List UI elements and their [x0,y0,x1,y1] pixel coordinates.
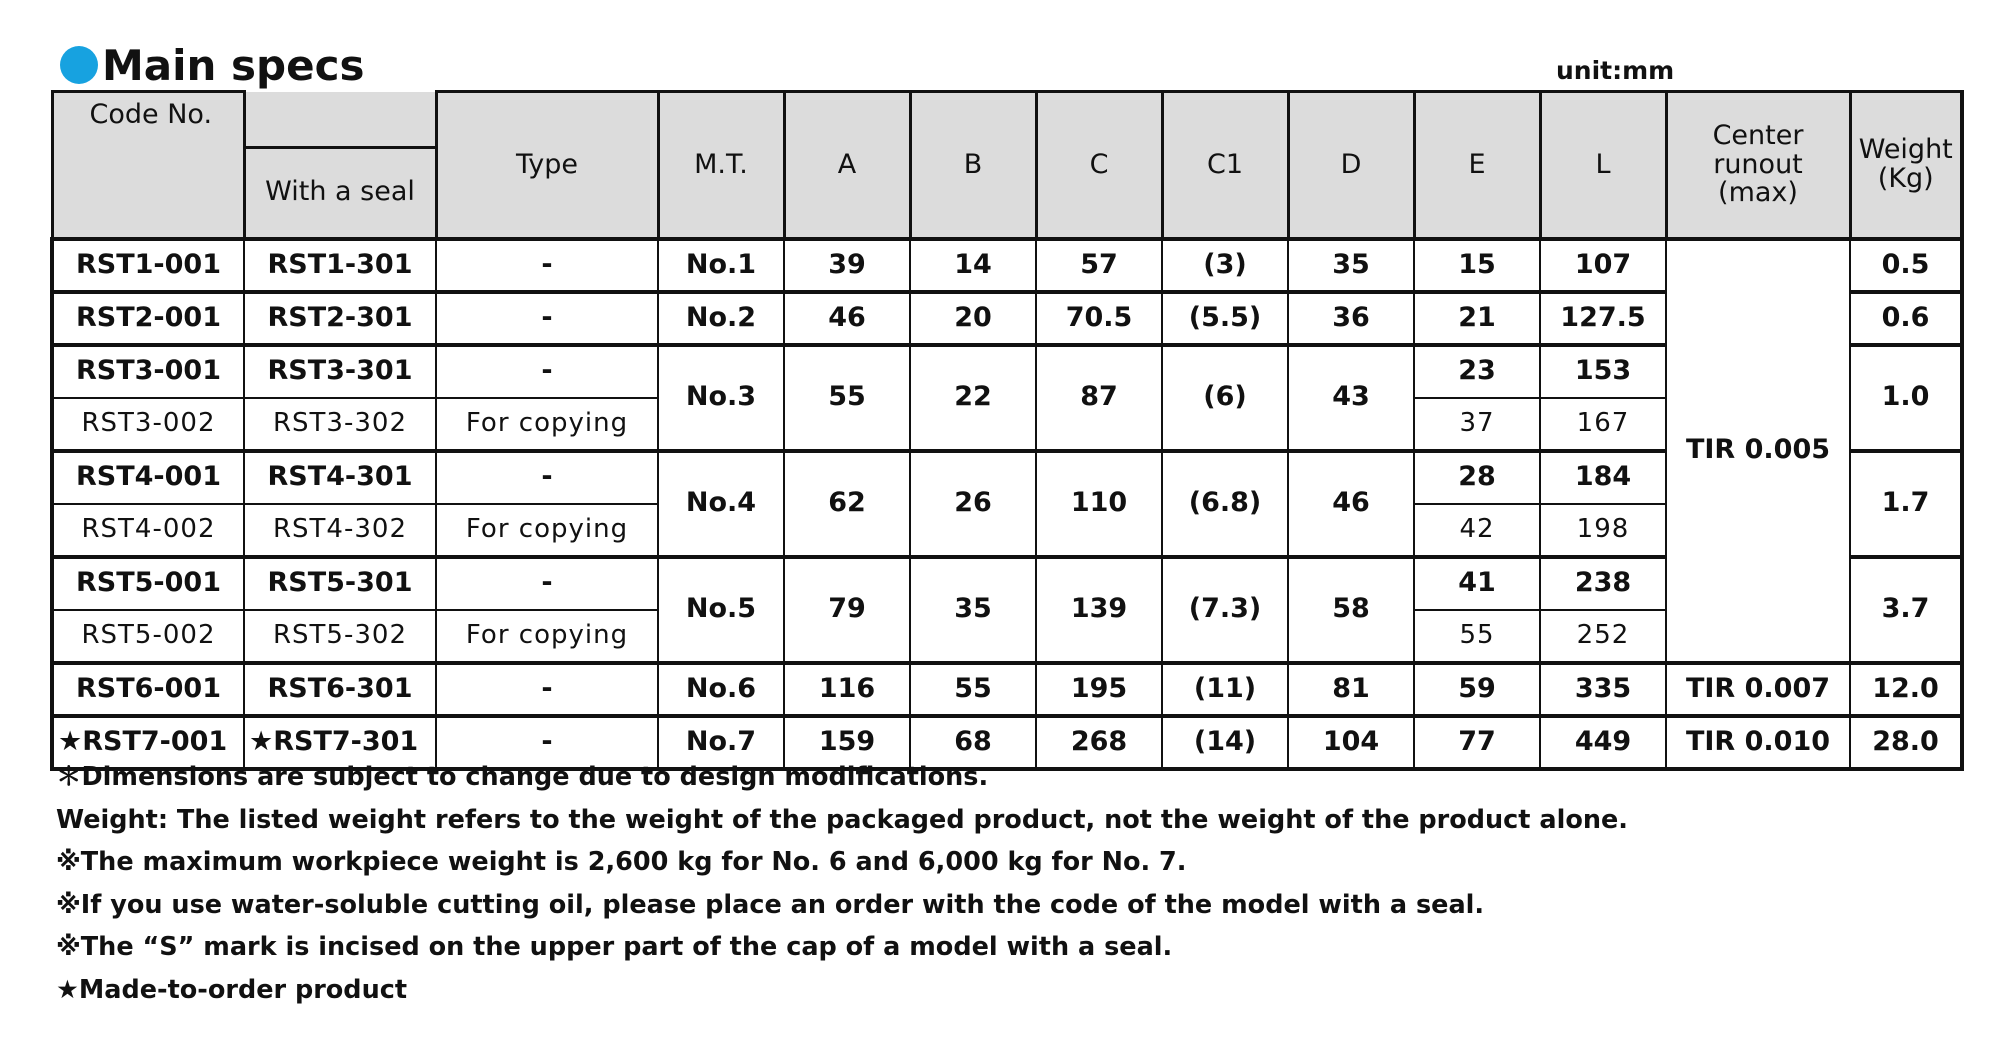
c-cell: 195 [1036,663,1162,716]
e-cell: 55 [1414,610,1540,663]
header-with-seal: With a seal [244,147,436,239]
l-cell: 184 [1540,451,1666,504]
runout-cell: TIR 0.005 [1666,239,1850,663]
l-cell: 238 [1540,557,1666,610]
mt-cell: No.3 [658,345,784,451]
code-cell: RST4-002 [52,504,244,557]
l-cell: 252 [1540,610,1666,663]
a-cell: 55 [784,345,910,451]
d-cell: 46 [1288,451,1414,557]
c1-cell: (6) [1162,345,1288,451]
mt-cell: No.1 [658,239,784,292]
code-cell: RST3-002 [52,398,244,451]
code-cell: RST6-001 [52,663,244,716]
c-cell: 87 [1036,345,1162,451]
l-cell: 449 [1540,716,1666,769]
c-cell: 268 [1036,716,1162,769]
a-cell: 62 [784,451,910,557]
header-c: C [1036,92,1162,239]
header-b: B [910,92,1036,239]
d-cell: 58 [1288,557,1414,663]
section-heading [60,40,365,90]
c1-cell: (3) [1162,239,1288,292]
weight-cell: 3.7 [1850,557,1962,663]
type-cell: - [436,345,658,398]
type-cell: - [436,716,658,769]
mt-cell: No.4 [658,451,784,557]
bullet-dot-icon [60,46,98,84]
type-cell: For copying [436,398,658,451]
code-cell: ★RST7-001 [52,716,244,769]
header-a: A [784,92,910,239]
header-type: Type [436,92,658,239]
mt-cell: No.6 [658,663,784,716]
weight-cell: 0.6 [1850,292,1962,345]
c1-cell: (5.5) [1162,292,1288,345]
weight-cell: 0.5 [1850,239,1962,292]
code-cell: RST3-001 [52,345,244,398]
seal-code-cell: RST2-301 [244,292,436,345]
mt-cell: No.5 [658,557,784,663]
c-cell: 57 [1036,239,1162,292]
a-cell: 116 [784,663,910,716]
code-cell: RST4-001 [52,451,244,504]
l-cell: 335 [1540,663,1666,716]
mt-cell: No.2 [658,292,784,345]
seal-code-cell: RST3-302 [244,398,436,451]
code-cell: RST2-001 [52,292,244,345]
type-cell: - [436,239,658,292]
seal-code-cell: RST6-301 [244,663,436,716]
c-cell: 139 [1036,557,1162,663]
footnote: ※The “S” mark is incised on the upper part of the cap of a model with a seal. [56,932,1173,962]
header-mt: M.T. [658,92,784,239]
seal-code-cell: RST4-302 [244,504,436,557]
c1-cell: (14) [1162,716,1288,769]
c-cell: 70.5 [1036,292,1162,345]
b-cell: 14 [910,239,1036,292]
specs-table [50,90,1964,771]
d-cell: 104 [1288,716,1414,769]
mt-cell: No.7 [658,716,784,769]
d-cell: 43 [1288,345,1414,451]
code-cell: RST1-001 [52,239,244,292]
e-cell: 42 [1414,504,1540,557]
c-cell: 110 [1036,451,1162,557]
e-cell: 59 [1414,663,1540,716]
header-code-no: Code No. [52,92,244,148]
footnote: ＊Dimensions are subject to change due to design modifications. [56,762,989,792]
e-cell: 15 [1414,239,1540,292]
b-cell: 22 [910,345,1036,451]
type-cell: - [436,557,658,610]
weight-cell: 28.0 [1850,716,1962,769]
page-title: Main specs [102,40,365,90]
l-cell: 107 [1540,239,1666,292]
seal-code-cell: RST3-301 [244,345,436,398]
table-row [52,239,1962,292]
footnote: ※The maximum workpiece weight is 2,600 kg for No. 6 and 6,000 kg for No. 7. [56,847,1187,877]
runout-cell: TIR 0.007 [1666,663,1850,716]
b-cell: 20 [910,292,1036,345]
header-d: D [1288,92,1414,239]
code-cell: RST5-001 [52,557,244,610]
seal-code-cell: RST1-301 [244,239,436,292]
e-cell: 37 [1414,398,1540,451]
e-cell: 77 [1414,716,1540,769]
c1-cell: (6.8) [1162,451,1288,557]
header-center-runout: Center runout (max) [1666,92,1850,239]
a-cell: 79 [784,557,910,663]
seal-code-cell: ★RST7-301 [244,716,436,769]
header-code-spacer [244,92,436,148]
a-cell: 46 [784,292,910,345]
runout-cell: TIR 0.010 [1666,716,1850,769]
e-cell: 23 [1414,345,1540,398]
header-l: L [1540,92,1666,239]
header-code-blank [52,147,244,239]
seal-code-cell: RST5-301 [244,557,436,610]
footnotes [56,756,1628,1011]
weight-cell: 12.0 [1850,663,1962,716]
table-row [52,663,1962,716]
e-cell: 28 [1414,451,1540,504]
a-cell: 159 [784,716,910,769]
b-cell: 55 [910,663,1036,716]
b-cell: 68 [910,716,1036,769]
l-cell: 198 [1540,504,1666,557]
type-cell: For copying [436,610,658,663]
l-cell: 167 [1540,398,1666,451]
c1-cell: (11) [1162,663,1288,716]
d-cell: 35 [1288,239,1414,292]
b-cell: 26 [910,451,1036,557]
unit-label: unit:mm [1556,56,1675,85]
a-cell: 39 [784,239,910,292]
weight-cell: 1.7 [1850,451,1962,557]
b-cell: 35 [910,557,1036,663]
e-cell: 21 [1414,292,1540,345]
d-cell: 36 [1288,292,1414,345]
seal-code-cell: RST5-302 [244,610,436,663]
e-cell: 41 [1414,557,1540,610]
d-cell: 81 [1288,663,1414,716]
header-c1: C1 [1162,92,1288,239]
type-cell: - [436,292,658,345]
seal-code-cell: RST4-301 [244,451,436,504]
header-e: E [1414,92,1540,239]
l-cell: 153 [1540,345,1666,398]
footnote: Weight: The listed weight refers to the weight of the packaged product, not the weight of the product alone. [56,804,1628,835]
footnote: ★Made-to-order product [56,974,408,1005]
footnote: ※If you use water-soluble cutting oil, please place an order with the code of the model with a seal. [56,889,1485,920]
c1-cell: (7.3) [1162,557,1288,663]
type-cell: For copying [436,504,658,557]
type-cell: - [436,451,658,504]
weight-cell: 1.0 [1850,345,1962,451]
code-cell: RST5-002 [52,610,244,663]
header-weight: Weight (Kg) [1850,92,1962,239]
type-cell: - [436,663,658,716]
l-cell: 127.5 [1540,292,1666,345]
